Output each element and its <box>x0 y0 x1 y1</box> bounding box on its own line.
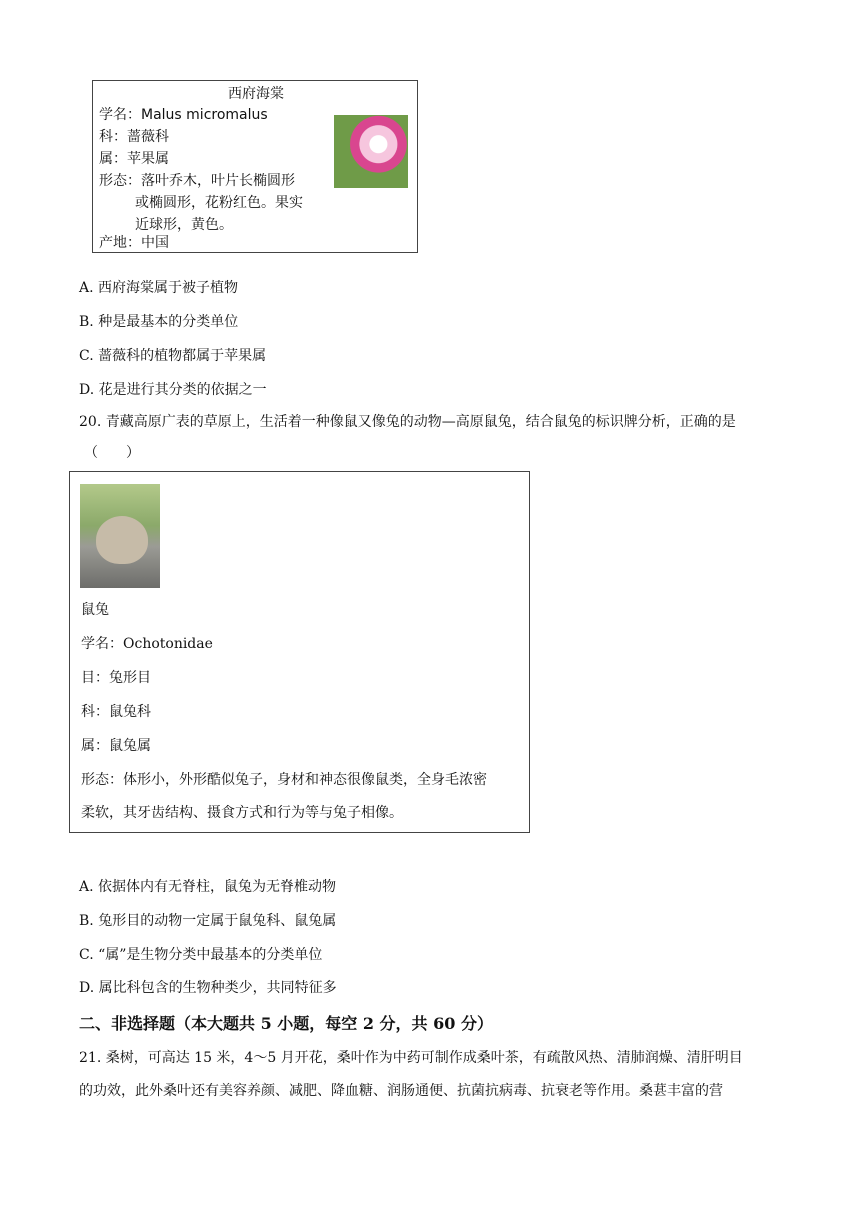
card-line-family: 科：蔷薇科 <box>99 129 169 145</box>
animal-info-card <box>69 471 530 833</box>
pika-figure <box>96 516 148 564</box>
card-line-morphology-3: 近球形，黄色。 <box>135 217 233 233</box>
q19-option-d: D. 花是进行其分类的依据之一 <box>79 382 267 398</box>
card2-line-genus: 属：鼠兔属 <box>81 738 151 754</box>
card2-line-scientific-name: 学名：Ochotonidae <box>81 636 213 652</box>
card2-line-order: 目：兔形目 <box>81 670 151 686</box>
plant-info-card <box>92 80 418 253</box>
q20-option-d: D. 属比科包含的生物种类少，共同特征多 <box>79 980 337 996</box>
flower-photo <box>334 115 408 188</box>
pika-photo <box>80 484 160 588</box>
card-line-morphology: 形态：落叶乔木，叶片长椭圆形 <box>99 173 295 189</box>
card-line-morphology-2: 或椭圆形，花粉红色。果实 <box>135 195 303 211</box>
card2-line-name: 鼠兔 <box>81 602 109 618</box>
q20-option-c: C. “属”是生物分类中最基本的分类单位 <box>79 947 323 963</box>
card2-line-morphology: 形态：体形小，外形酷似兔子，身材和神态很像鼠类，全身毛浓密 <box>81 772 487 788</box>
card-line-origin: 产地：中国 <box>99 235 169 251</box>
q20-option-a: A. 依据体内有无脊柱，鼠兔为无脊椎动物 <box>79 879 337 895</box>
card2-line-family: 科：鼠兔科 <box>81 704 151 720</box>
q19-option-a: A. 西府海棠属于被子植物 <box>79 280 239 296</box>
card-line-genus: 属：苹果属 <box>99 151 169 167</box>
q20-stem: 20. 青藏高原广表的草原上，生活着一种像鼠又像兔的动物—高原鼠兔，结合鼠兔的标识牌分析，正确的是 <box>79 414 736 430</box>
card-title: 西府海棠 <box>228 86 284 102</box>
q19-option-c: C. 蔷薇科的植物都属于苹果属 <box>79 348 267 364</box>
q20-option-b: B. 兔形目的动物一定属于鼠兔科、鼠兔属 <box>79 913 337 929</box>
q20-stem-bracket: （ ） <box>84 445 140 461</box>
q19-option-b: B. 种是最基本的分类单位 <box>79 314 239 330</box>
q21-line-2: 的功效，此外桑叶还有美容养颜、减肥、降血糖、润肠通便、抗菌抗病毒、抗衰老等作用。桑葚丰富的营 <box>79 1083 723 1099</box>
q21-line-1: 21. 桑树，可高达 15 米，4～5 月开花，桑叶作为中药可制作成桑叶茶，有疏散风热、清肺润燥、清肝明目 <box>79 1050 743 1066</box>
card-line-scientific-name: 学名：Malus micromalus <box>99 107 268 123</box>
card2-line-morphology-2: 柔软，其牙齿结构、摄食方式和行为等与兔子相像。 <box>81 805 403 821</box>
section-heading: 二、非选择题（本大题共 5 小题，每空 2 分，共 60 分） <box>79 1014 493 1033</box>
